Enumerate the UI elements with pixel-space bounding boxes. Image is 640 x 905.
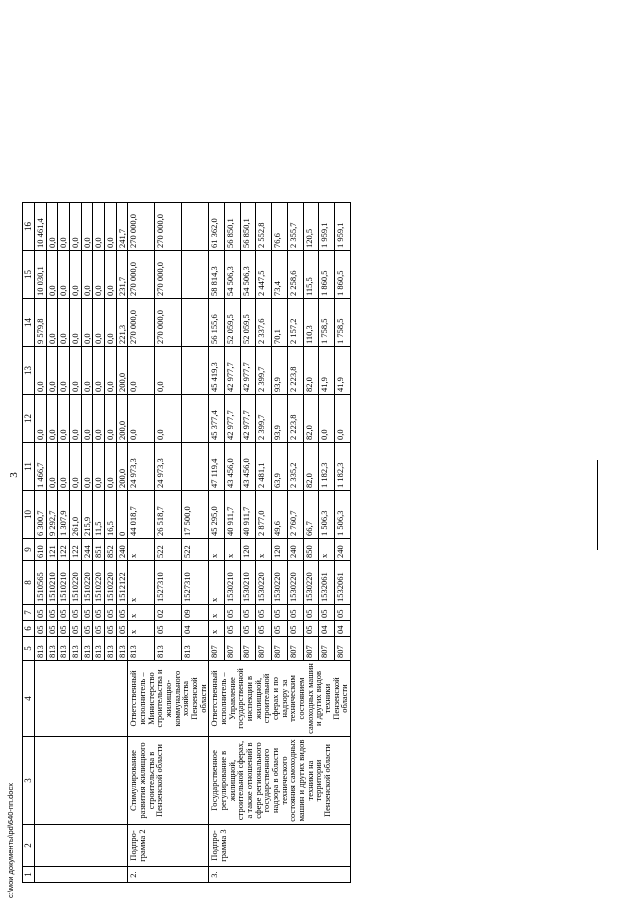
data-cell: 0,0	[81, 395, 93, 443]
data-cell: 05	[225, 605, 241, 621]
data-cell: 0,0	[81, 299, 93, 347]
data-cell: 05	[335, 605, 351, 621]
data-cell: 0,0	[155, 395, 182, 443]
data-cell: 1532061	[319, 561, 335, 605]
data-cell: 0,0	[35, 395, 47, 443]
data-cell: 0,0	[58, 347, 70, 395]
data-cell: 231,7	[116, 251, 128, 299]
data-cell: 121	[46, 539, 58, 561]
data-cell: 1510220	[105, 561, 117, 605]
data-cell: 04	[335, 621, 351, 637]
data-cell: 61 362,0	[209, 203, 225, 251]
header-cell: 5	[23, 637, 35, 661]
data-cell: 2 399,7	[256, 347, 272, 395]
budget-table	[22, 202, 351, 883]
data-cell	[182, 251, 209, 299]
data-cell: 41,9	[335, 347, 351, 395]
data-cell: 0,0	[70, 299, 82, 347]
data-cell: 56 850,1	[240, 203, 256, 251]
header-cell: 9	[23, 539, 35, 561]
group-col1-cell: 3.	[209, 867, 351, 883]
data-cell: 270 000,0	[155, 251, 182, 299]
data-cell: 09	[182, 605, 209, 621]
data-cell: 0,0	[70, 251, 82, 299]
data-cell: 0,0	[58, 299, 70, 347]
data-cell: 05	[225, 621, 241, 637]
data-cell: 05	[58, 605, 70, 621]
data-cell: 0,0	[128, 395, 155, 443]
data-cell: 05	[303, 621, 319, 637]
data-cell: 05	[81, 605, 93, 621]
group-col1-cell: 2.	[128, 867, 209, 883]
data-cell: 05	[70, 621, 82, 637]
data-cell: 1532061	[335, 561, 351, 605]
data-cell: 11,5	[93, 491, 105, 539]
data-cell: 05	[93, 605, 105, 621]
data-cell: 0,0	[70, 203, 82, 251]
data-cell: 05	[319, 605, 335, 621]
data-cell: x	[128, 539, 155, 561]
header-cell: 8	[23, 561, 35, 605]
data-cell: 807	[303, 637, 319, 661]
data-cell: 0,0	[93, 203, 105, 251]
data-cell: 850	[303, 539, 319, 561]
data-cell: 56 850,1	[225, 203, 241, 251]
rotated-content	[0, 45, 640, 905]
group-col4-cell: Ответственный исполнитель – Министерство строительства и жилищно-коммунального хозяйства Пензенской области	[128, 661, 209, 737]
data-cell: 1512122	[116, 561, 128, 605]
data-cell: 0,0	[58, 251, 70, 299]
data-cell: 0,0	[46, 443, 58, 491]
data-cell: 0,0	[93, 347, 105, 395]
data-cell: 05	[240, 621, 256, 637]
data-cell: 05	[81, 621, 93, 637]
data-cell: 05	[70, 605, 82, 621]
data-cell: 04	[319, 621, 335, 637]
header-cell: 15	[23, 251, 35, 299]
data-cell: 0	[116, 491, 128, 539]
data-cell: 1510220	[81, 561, 93, 605]
data-cell	[182, 203, 209, 251]
group-col2-cell	[35, 825, 128, 867]
data-cell: 2 258,6	[287, 251, 303, 299]
data-cell: 45 419,3	[209, 347, 225, 395]
header-cell: 13	[23, 347, 35, 395]
data-cell: 0,0	[58, 395, 70, 443]
data-cell: 241,7	[116, 203, 128, 251]
group-col4-cell	[35, 661, 128, 737]
data-cell: 05	[93, 621, 105, 637]
data-cell: 2 877,0	[256, 491, 272, 539]
data-cell: 1530220	[303, 561, 319, 605]
data-cell: 1510220	[93, 561, 105, 605]
data-cell: 244	[81, 539, 93, 561]
data-cell: 813	[128, 637, 155, 661]
data-cell: 42 977,7	[225, 395, 241, 443]
data-cell: 0,0	[70, 347, 82, 395]
data-cell: 05	[256, 621, 272, 637]
data-cell: 40 911,7	[240, 491, 256, 539]
data-cell: 05	[256, 605, 272, 621]
data-cell: 0,0	[58, 443, 70, 491]
data-cell: 1530220	[272, 561, 288, 605]
data-cell: 47 119,4	[209, 443, 225, 491]
data-cell: 17 500,0	[182, 491, 209, 539]
data-cell: 852	[105, 539, 117, 561]
data-cell: 42 977,7	[240, 347, 256, 395]
data-cell: 05	[46, 621, 58, 637]
data-cell: 05	[105, 605, 117, 621]
data-cell: 122	[70, 539, 82, 561]
data-cell: 270 000,0	[128, 299, 155, 347]
data-cell: 807	[319, 637, 335, 661]
table-body	[35, 203, 351, 883]
data-cell: 10 030,1	[35, 251, 47, 299]
data-cell: 120	[240, 539, 256, 561]
data-cell: 9 579,8	[35, 299, 47, 347]
data-cell: 807	[240, 637, 256, 661]
data-cell: 120,5	[303, 203, 319, 251]
header-cell: 1	[23, 867, 35, 883]
data-cell: x	[128, 621, 155, 637]
data-cell: 05	[116, 605, 128, 621]
data-cell: 0,0	[105, 443, 117, 491]
data-cell: 1 466,7	[35, 443, 47, 491]
data-cell: 10 461,4	[35, 203, 47, 251]
data-cell: 16,5	[105, 491, 117, 539]
data-cell	[182, 299, 209, 347]
data-cell: 0,0	[46, 347, 58, 395]
data-cell: 0,0	[81, 347, 93, 395]
page-number: 3	[8, 472, 20, 478]
data-cell: 522	[182, 539, 209, 561]
data-cell: 42 977,7	[225, 347, 241, 395]
data-cell: 813	[105, 637, 117, 661]
data-cell: 2 399,7	[256, 395, 272, 443]
data-cell: 610	[35, 539, 47, 561]
group-col2-cell: Подпро-грамма 2	[128, 825, 209, 867]
header-cell: 7	[23, 605, 35, 621]
header-cell: 11	[23, 443, 35, 491]
footer-path: c:\мои документы\pd\640-пп.docx	[6, 783, 15, 898]
group-col1-cell	[35, 867, 128, 883]
data-cell: 42 977,7	[240, 395, 256, 443]
data-cell: 0,0	[70, 443, 82, 491]
header-row	[23, 203, 35, 883]
data-cell: 0,0	[105, 347, 117, 395]
data-cell: x	[128, 561, 155, 605]
data-cell: 0,0	[105, 299, 117, 347]
data-cell: 0,0	[46, 203, 58, 251]
data-cell: 43 456,0	[225, 443, 241, 491]
data-cell: x	[209, 539, 225, 561]
data-cell: 6 300,7	[35, 491, 47, 539]
data-cell: 1530220	[256, 561, 272, 605]
data-cell: 1527310	[182, 561, 209, 605]
data-cell: 41,9	[319, 347, 335, 395]
data-cell: x	[209, 605, 225, 621]
data-cell: 270 000,0	[128, 251, 155, 299]
data-cell: 1530210	[240, 561, 256, 605]
data-cell: 52 059,5	[240, 299, 256, 347]
data-cell: 807	[287, 637, 303, 661]
data-cell: 0,0	[46, 395, 58, 443]
data-cell: 05	[287, 605, 303, 621]
data-cell: 813	[182, 637, 209, 661]
data-cell: 0,0	[70, 395, 82, 443]
data-cell: 0,0	[81, 203, 93, 251]
data-cell: 2 552,8	[256, 203, 272, 251]
data-cell: 1 307,9	[58, 491, 70, 539]
data-cell: 45 377,4	[209, 395, 225, 443]
data-cell: 93,9	[272, 395, 288, 443]
group-col3-cell: Стимулирование развития жилищного строительства в Пензенской области	[128, 737, 209, 825]
data-cell: 813	[116, 637, 128, 661]
group-col3-cell	[35, 737, 128, 825]
data-cell: 9 292,7	[46, 491, 58, 539]
data-cell: 44 018,7	[128, 491, 155, 539]
data-cell: 05	[272, 605, 288, 621]
data-cell: 2 355,7	[287, 203, 303, 251]
data-cell: 66,7	[303, 491, 319, 539]
data-cell: 05	[287, 621, 303, 637]
data-cell: 1 860,5	[335, 251, 351, 299]
data-cell: 56 155,6	[209, 299, 225, 347]
data-cell: 54 506,3	[225, 251, 241, 299]
data-cell: 1 959,1	[319, 203, 335, 251]
data-cell: 02	[155, 605, 182, 621]
header-cell: 4	[23, 661, 35, 737]
header-cell: 10	[23, 491, 35, 539]
data-cell: 0,0	[46, 299, 58, 347]
data-cell: 807	[335, 637, 351, 661]
header-cell: 12	[23, 395, 35, 443]
data-cell: 1 506,3	[319, 491, 335, 539]
data-cell: 43 456,0	[240, 443, 256, 491]
data-cell: x	[225, 539, 241, 561]
data-cell: 2 760,7	[287, 491, 303, 539]
data-cell: 45 295,0	[209, 491, 225, 539]
data-cell: 1527310	[155, 561, 182, 605]
data-cell: 851	[93, 539, 105, 561]
data-cell: 2 481,1	[256, 443, 272, 491]
data-cell: 70,1	[272, 299, 288, 347]
data-cell: 40 911,7	[225, 491, 241, 539]
data-cell: 0,0	[335, 395, 351, 443]
data-cell: 200,0	[116, 443, 128, 491]
data-cell: 807	[209, 637, 225, 661]
data-cell: 270 000,0	[155, 203, 182, 251]
data-cell: 813	[35, 637, 47, 661]
data-cell	[182, 443, 209, 491]
data-cell: 0,0	[105, 395, 117, 443]
data-cell	[182, 347, 209, 395]
data-cell: 0,0	[105, 251, 117, 299]
data-cell: 0,0	[58, 203, 70, 251]
data-cell: 240	[287, 539, 303, 561]
data-cell: 122	[58, 539, 70, 561]
data-cell: 813	[155, 637, 182, 661]
divider-line	[597, 460, 598, 550]
table-row	[209, 203, 225, 883]
data-cell: 58 814,3	[209, 251, 225, 299]
data-cell: 200,0	[116, 347, 128, 395]
group-col2-cell: Подпро-грамма 3	[209, 825, 351, 867]
data-cell: 813	[81, 637, 93, 661]
data-cell: 0,0	[35, 347, 47, 395]
data-cell: 1 182,3	[335, 443, 351, 491]
data-cell: 813	[93, 637, 105, 661]
data-cell: 0,0	[155, 347, 182, 395]
data-cell: 1530220	[287, 561, 303, 605]
data-cell: 2 447,5	[256, 251, 272, 299]
data-cell: 813	[70, 637, 82, 661]
header-cell: 2	[23, 825, 35, 867]
data-cell: 270 000,0	[128, 203, 155, 251]
data-cell: 05	[46, 605, 58, 621]
data-cell: 05	[272, 621, 288, 637]
data-cell: 73,4	[272, 251, 288, 299]
data-cell: 110,3	[303, 299, 319, 347]
table-row	[128, 203, 155, 883]
data-cell: 1510210	[46, 561, 58, 605]
data-cell: x	[209, 621, 225, 637]
data-cell: 1510565	[35, 561, 47, 605]
data-cell: 0,0	[105, 203, 117, 251]
data-cell: 04	[182, 621, 209, 637]
data-cell: 0,0	[81, 443, 93, 491]
data-cell: 26 518,7	[155, 491, 182, 539]
data-cell: 813	[46, 637, 58, 661]
header-cell: 14	[23, 299, 35, 347]
data-cell: 1530210	[225, 561, 241, 605]
group-col3-cell: Государственное регулирование в жилищной, строительной сферах, а также отношений в сфере регионального государственного надзора в области технического состояния самоходных машин и других видов техники на территории Пензенской области	[209, 737, 351, 825]
data-cell	[182, 395, 209, 443]
data-cell: 0,0	[93, 251, 105, 299]
data-cell: 522	[155, 539, 182, 561]
data-cell: 1 860,5	[319, 251, 335, 299]
data-cell: 261,0	[70, 491, 82, 539]
data-cell: 1 506,3	[335, 491, 351, 539]
data-cell: x	[209, 561, 225, 605]
data-cell: 05	[35, 605, 47, 621]
header-cell: 16	[23, 203, 35, 251]
data-cell: 0,0	[81, 251, 93, 299]
data-cell: 05	[35, 621, 47, 637]
data-cell: 24 973,3	[155, 443, 182, 491]
data-cell: 2 223,8	[287, 347, 303, 395]
data-cell: 76,6	[272, 203, 288, 251]
group-col4-cell: Ответственный исполнитель – Управление государственной инспекции в жилищной, строительной сферах и по надзору за техническим состоянием самоходных машин и других видов техники Пензенской области	[209, 661, 351, 737]
data-cell: 1510220	[70, 561, 82, 605]
data-cell: 0,0	[93, 395, 105, 443]
data-cell: 813	[58, 637, 70, 661]
data-cell: 1 758,5	[319, 299, 335, 347]
data-cell: 05	[105, 621, 117, 637]
data-cell: 05	[303, 605, 319, 621]
data-cell: 63,9	[272, 443, 288, 491]
data-cell: 200,0	[116, 395, 128, 443]
data-cell: 2 157,2	[287, 299, 303, 347]
data-cell: 82,0	[303, 347, 319, 395]
data-cell: x	[256, 539, 272, 561]
data-cell: 0,0	[128, 347, 155, 395]
data-cell: 221,3	[116, 299, 128, 347]
header-cell: 3	[23, 737, 35, 825]
data-cell: x	[128, 605, 155, 621]
data-cell: 49,6	[272, 491, 288, 539]
data-cell: 807	[256, 637, 272, 661]
data-cell: x	[319, 539, 335, 561]
data-cell: 52 059,5	[225, 299, 241, 347]
data-cell: 93,9	[272, 347, 288, 395]
data-cell: 807	[272, 637, 288, 661]
data-cell: 54 506,3	[240, 251, 256, 299]
data-cell: 82,0	[303, 443, 319, 491]
data-cell: 240	[335, 539, 351, 561]
data-cell: 2 223,8	[287, 395, 303, 443]
data-cell: 24 973,3	[128, 443, 155, 491]
data-cell: 2 335,2	[287, 443, 303, 491]
data-cell: 0,0	[319, 395, 335, 443]
data-cell: 807	[225, 637, 241, 661]
data-cell: 1 758,5	[335, 299, 351, 347]
data-cell: 0,0	[93, 443, 105, 491]
data-cell: 2 337,6	[256, 299, 272, 347]
data-cell: 05	[155, 621, 182, 637]
data-cell: 05	[58, 621, 70, 637]
header-cell: 6	[23, 621, 35, 637]
data-cell: 115,5	[303, 251, 319, 299]
data-cell: 1510210	[58, 561, 70, 605]
data-cell: 05	[116, 621, 128, 637]
data-cell: 270 000,0	[155, 299, 182, 347]
table-row	[35, 203, 47, 883]
data-cell: 82,0	[303, 395, 319, 443]
data-cell: 1 182,3	[319, 443, 335, 491]
data-cell: 0,0	[46, 251, 58, 299]
data-cell: 240	[116, 539, 128, 561]
data-cell: 0,0	[93, 299, 105, 347]
data-cell: 215,9	[81, 491, 93, 539]
data-cell: 05	[240, 605, 256, 621]
data-cell: 120	[272, 539, 288, 561]
data-cell: 1 959,1	[335, 203, 351, 251]
